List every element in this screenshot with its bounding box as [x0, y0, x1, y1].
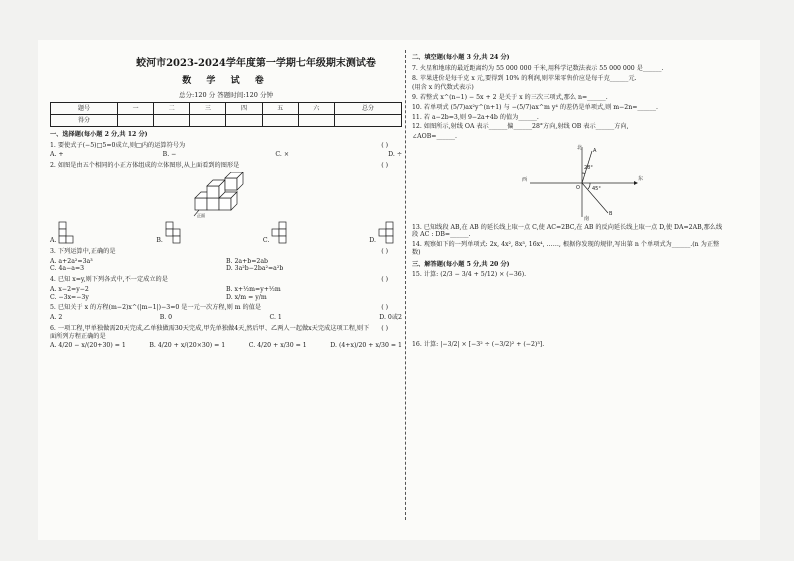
option-a — [50, 221, 82, 245]
label-angle-28: 28° — [584, 164, 593, 171]
label-west: 西 — [522, 176, 528, 183]
score-cell: 四 — [226, 102, 262, 114]
question-10: 10. 若单项式 (5/7)ax²y^(n+1) 与 −(5/7)ax^m y⁴ 的差仍是单项式,则 m−2n=______. — [412, 103, 658, 111]
cube-stack-diagram — [191, 172, 261, 218]
question-9: 9. 若整式 x^(n−1) − 5x + 2 是关于 x 的三次三项式,那么 n=______. — [412, 94, 608, 101]
option-b: B. 0 — [159, 314, 173, 322]
score-cell[interactable] — [334, 114, 401, 126]
exam-title: 蛟河市2023-2024学年度第一学期七年级期末测试卷 — [136, 58, 376, 69]
q2-options — [50, 221, 402, 245]
label-north: 北 — [577, 144, 583, 151]
view-d-icon — [378, 221, 402, 245]
option-label: B. — [156, 237, 163, 245]
answer-paren[interactable]: ( ) — [381, 162, 388, 170]
option-d: D. ÷ — [388, 151, 402, 159]
section-2-heading: 二、填空题(每小题 3 分,共 24 分) — [412, 54, 510, 61]
option-b: B. 4/20 + x/(20×30) = 1 — [149, 342, 226, 350]
option-d: D. 3a²b−2ba²=a²b — [226, 265, 284, 273]
q1-options — [50, 151, 402, 159]
label-b: B — [609, 210, 613, 217]
score-cell[interactable] — [262, 114, 298, 126]
answer-paren[interactable]: ( ) — [381, 247, 388, 255]
score-cell: 三 — [190, 102, 226, 114]
score-cell[interactable] — [298, 114, 334, 126]
score-cell: 题号 — [51, 102, 118, 114]
option-d: D. 0或2 — [379, 314, 402, 322]
score-cell[interactable] — [118, 114, 154, 126]
question-text: 5. 已知关于 x 的方程(m−2)x^(|m−1|)−3=0 是一元一次方程,则 m 的值是 — [50, 304, 262, 312]
exam-subtitle: 数 学 试 卷 — [182, 75, 270, 86]
score-cell: 得分 — [51, 114, 118, 126]
option-a: A. + — [50, 151, 64, 159]
question-13: 13. 已知线段 AB,在 AB 的延长线上取一点 C,使 AC=2BC,在 AB 的反向延长线上取一点 D,使 DA=2AB,那么线段 AC : DB=______. — [412, 223, 723, 239]
option-label: A. — [50, 237, 57, 245]
left-column — [50, 58, 402, 353]
question-16: 16. 计算: |−3/2| × [−3² ÷ (−3/2)² + (−2)³]. — [412, 341, 545, 348]
compass-diagram — [512, 143, 652, 221]
option-b: B. 2a+b=2ab — [226, 257, 269, 265]
front-label: 正面 — [197, 212, 205, 218]
question-12-angle: ∠AOB=______. — [412, 133, 457, 140]
option-d — [369, 221, 402, 245]
score-table — [50, 102, 402, 127]
option-d: D. (4+x)/20 + x/30 = 1 — [330, 342, 402, 350]
score-cell[interactable] — [154, 114, 190, 126]
question-text: 4. 已知 x=y,则下列各式中,不一定成立的是 — [50, 276, 168, 284]
answer-paren[interactable]: ( ) — [381, 304, 388, 312]
question-6 — [50, 325, 402, 341]
question-8: 8. 苹果进价是每千克 x 元,要得到 10% 的利润,则苹果零售价应是每千克______元. — [412, 74, 637, 82]
score-cell[interactable] — [190, 114, 226, 126]
question-text: 6. 一项工程,甲单独做需20天完成,乙单独做需30天完成,甲先单独做4天,然后甲、乙两人一起做x天完成这项工程,则下面所列方程正确的是 — [50, 324, 370, 340]
option-b: B. x+½m=y+½m — [226, 285, 281, 293]
option-c — [263, 221, 295, 245]
question-1 — [50, 142, 402, 150]
answer-space-16[interactable] — [412, 351, 757, 411]
option-c: C. 4/20 + x/30 = 1 — [248, 342, 307, 350]
right-column — [412, 50, 757, 411]
option-d: D. x/m = y/m — [226, 293, 267, 301]
exam-meta: 总分:120 分 答题时间:120 分钟 — [179, 90, 273, 99]
view-a-icon — [58, 221, 82, 245]
question-11: 11. 若 a−2b=3,则 9−2a+4b 的值为______. — [412, 113, 539, 121]
view-c-icon — [271, 221, 295, 245]
option-c: C. 4a−a=3 — [50, 265, 85, 273]
question-text: 2. 如图是由五个相同的小正方体组成的立体图形,从上面看到的图形是 — [50, 162, 240, 170]
q5-options — [50, 314, 402, 322]
score-cell: 总分 — [334, 102, 401, 114]
option-a: A. 4/20 − x/(20+30) = 1 — [50, 342, 126, 350]
answer-paren[interactable]: ( ) — [381, 276, 388, 284]
question-7: 7. 火星和地球的最近距离约为 55 000 000 千米,用科学记数法表示 55 000 000 是______. — [412, 64, 664, 72]
question-text: 1. 要使式子(−5)□5=0成立,则□内的运算符号为 — [50, 141, 186, 149]
q3-options — [50, 258, 402, 274]
q4-options — [50, 286, 402, 302]
score-cell: 五 — [262, 102, 298, 114]
option-label: C. — [262, 237, 270, 245]
label-angle-45: 45° — [592, 185, 601, 192]
question-12: 12. 如图所示,射线 OA 表示______偏______28°方向,射线 OB 表示______方向, — [412, 123, 629, 131]
option-a: A. x−2=y−2 — [50, 285, 89, 293]
score-cell[interactable] — [226, 114, 262, 126]
answer-paren[interactable]: ( ) — [381, 324, 388, 332]
question-15: 15. 计算: (2/3 − 3/4 + 5/12) × (−36). — [412, 271, 527, 279]
view-b-icon — [165, 221, 189, 245]
label-a: A — [593, 147, 597, 154]
question-text: 3. 下列运算中,正确的是 — [50, 247, 116, 255]
score-cell: 一 — [118, 102, 154, 114]
score-header-row — [51, 102, 402, 114]
score-cell: 六 — [298, 102, 334, 114]
option-a: A. 2 — [50, 314, 63, 322]
section-3-heading: 三、解答题(每小题 5 分,共 20 分) — [412, 260, 510, 268]
question-14: 14. 观察如下的一列单项式: 2x, 4x², 8x³, 16x⁴, ……, 根据你发现的规律,写出第 n 个单项式为______.(n 为正整数) — [412, 241, 720, 256]
question-8-note: (用含 x 的代数式表示) — [412, 84, 474, 92]
column-divider — [405, 50, 406, 520]
label-south: 南 — [584, 215, 590, 221]
section-1-heading: 一、选择题(每小题 2 分,共 12 分) — [50, 130, 148, 138]
score-cell: 二 — [154, 102, 190, 114]
label-east: 东 — [638, 175, 644, 182]
score-value-row — [51, 114, 402, 126]
option-c: C. 1 — [269, 314, 282, 322]
cube-figure — [50, 172, 402, 218]
question-5 — [50, 304, 402, 312]
answer-paren[interactable]: ( ) — [381, 141, 388, 149]
option-c: C. −3x=−3y — [50, 293, 89, 301]
compass-figure — [512, 143, 757, 224]
question-3 — [50, 248, 402, 256]
q6-options — [50, 342, 402, 350]
question-4 — [50, 276, 402, 284]
option-c: C. × — [275, 151, 290, 159]
label-origin: O — [576, 184, 580, 191]
option-b — [156, 221, 189, 245]
question-2 — [50, 162, 402, 170]
answer-space-15[interactable] — [412, 281, 757, 341]
option-b: B. − — [162, 151, 177, 159]
option-a: A. a+2a²=3a³ — [50, 257, 93, 265]
option-label: D. — [369, 237, 376, 245]
